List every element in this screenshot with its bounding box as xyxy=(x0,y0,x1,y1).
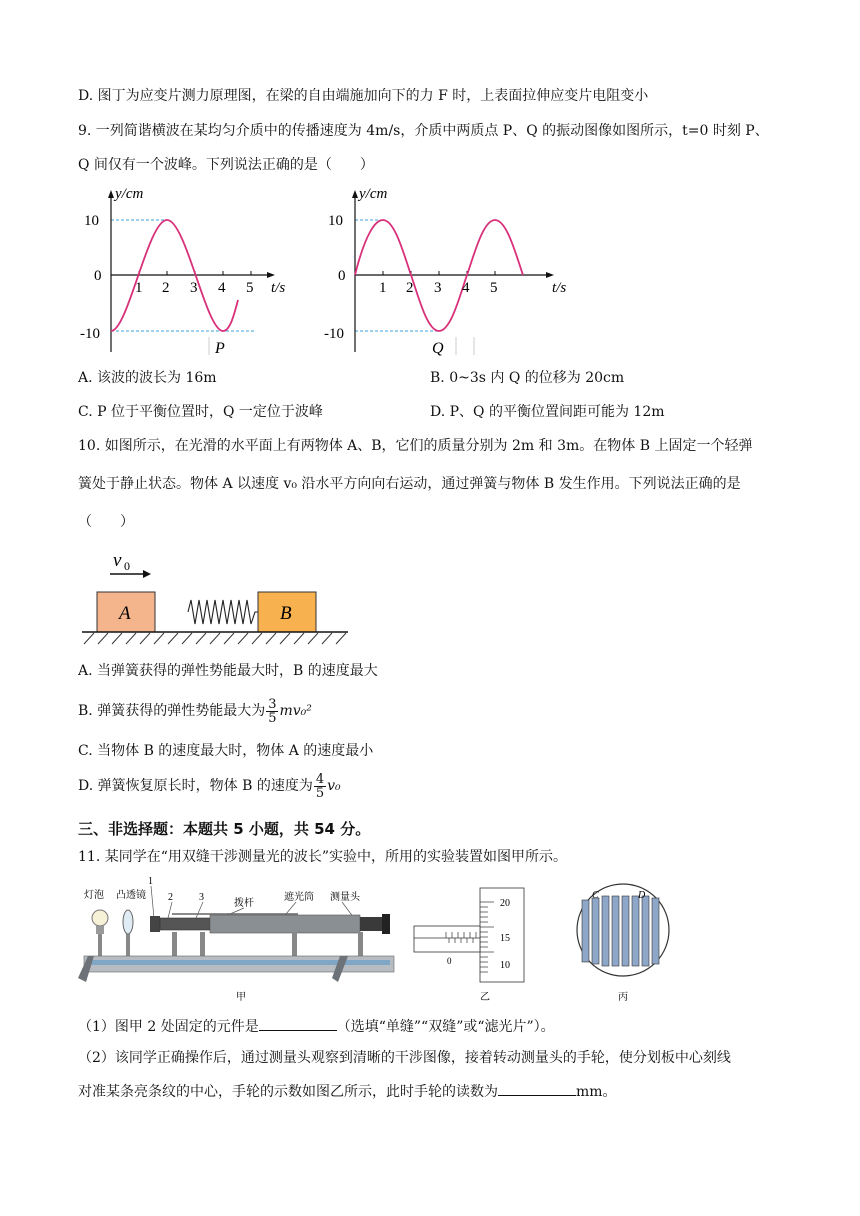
block-b-label: B xyxy=(280,603,292,624)
num-1: 1 xyxy=(148,876,153,887)
answer-blank-1[interactable] xyxy=(259,1016,337,1031)
x-tick-2-p: 2 xyxy=(162,280,170,296)
lamp-label: 灯泡 xyxy=(84,890,104,901)
q9-stem-line2: Q 间仅有一个波峰。下列说法正确的是（ ） xyxy=(78,157,374,173)
x-axis-label-p: t/s xyxy=(271,280,286,296)
q11-sub2-line2: 对准某条亮条纹的中心，手轮的示数如图乙所示，此时手轮的读数为 mm。 xyxy=(78,1081,617,1102)
drum-tick-15: 15 xyxy=(500,933,510,944)
graph-q xyxy=(322,180,582,360)
q10-stem-line2: 簧处于静止状态。物体 A 以速度 v₀ 沿水平方向向右运动，通过弹簧与物体 B 发生作用。下列说法正确的是 xyxy=(78,476,741,492)
head-label: 测量头 xyxy=(330,892,360,903)
y-tick-10-q: 10 xyxy=(328,213,343,229)
q10-option-c: C. 当物体 B 的速度最大时，物体 A 的速度最小 xyxy=(78,743,374,759)
sleeve-zero: 0 xyxy=(447,956,452,966)
velocity-subscript: 0 xyxy=(124,559,130,573)
drum-tick-10: 10 xyxy=(500,960,510,971)
q10-option-d: D. 弹簧恢复原长时，物体 B 的速度为 $\frac{4}{5}$ v₀ xyxy=(78,771,341,801)
x-tick-4-q: 4 xyxy=(462,280,470,296)
label-p: P xyxy=(215,340,225,357)
velocity-label: v xyxy=(113,550,122,571)
x-axis-label-q: t/s xyxy=(552,280,567,296)
answer-blank-2[interactable] xyxy=(498,1081,576,1096)
y-axis-label-p: y/cm xyxy=(115,186,144,202)
x-tick-1-q: 1 xyxy=(379,280,387,296)
q11-sub2-line1: （2）该同学正确操作后，通过测量头观察到清晰的干涉图像，接着转动测量头的手轮，使分划板中心刻线 xyxy=(78,1050,731,1066)
num-3: 3 xyxy=(199,892,204,903)
num-2: 2 xyxy=(168,892,173,903)
q10-stem-line3: （ ） xyxy=(78,514,134,530)
caption-bing: 丙 xyxy=(618,992,628,1003)
q10-option-b: B. 弹簧获得的弹性势能最大为 $\frac{3}{5}$ mv₀² xyxy=(78,696,312,726)
caption-jia: 甲 xyxy=(236,992,246,1003)
y-tick-neg10-p: -10 xyxy=(80,326,100,342)
x-tick-5-q: 5 xyxy=(490,280,498,296)
x-tick-4-p: 4 xyxy=(218,280,226,296)
q9-stem-line1: 9. 一列简谐横波在某均匀介质中的传播速度为 4m/s，介质中两质点 P、Q 的振动图像如图所示，t=0 时刻 P、 xyxy=(78,123,769,139)
q8-option-d: D. 图丁为应变片测力原理图，在梁的自由端施加向下的力 F 时，上表面拉伸应变片电阻变小 xyxy=(78,88,649,104)
fringe-c-label: C xyxy=(592,890,599,901)
q10-figure xyxy=(80,540,355,650)
q9-option-c: C. P 位于平衡位置时，Q 一定位于波峰 xyxy=(78,404,323,420)
x-tick-3-p: 3 xyxy=(190,280,198,296)
q9-option-b: B. 0~3s 内 Q 的位移为 20cm xyxy=(430,370,625,386)
caption-yi: 乙 xyxy=(480,992,490,1003)
lever-label: 拨杆 xyxy=(234,898,254,909)
y-tick-10-p: 10 xyxy=(84,213,99,229)
fraction-3-5: $\frac{3}{5}$ xyxy=(268,696,277,726)
x-tick-2-q: 2 xyxy=(406,280,414,296)
q11-stem: 11. 某同学在“用双缝干涉测量光的波长”实验中，所用的实验装置如图甲所示。 xyxy=(78,849,568,865)
x-tick-1-p: 1 xyxy=(135,280,143,296)
y-tick-0-q: 0 xyxy=(338,268,346,284)
lens-label: 凸透镜 xyxy=(116,890,146,901)
x-tick-3-q: 3 xyxy=(434,280,442,296)
q9-option-d: D. P、Q 的平衡位置间距可能为 12m xyxy=(430,404,665,420)
graph-p xyxy=(78,180,303,360)
tube-label: 遮光筒 xyxy=(284,892,314,903)
q10-stem-line1: 10. 如图所示，在光滑的水平面上有两物体 A、B，它们的质量分别为 2m 和 3m。在物体 B 上固定一个轻弹 xyxy=(78,438,753,454)
y-axis-label-q: y/cm xyxy=(359,186,388,202)
drum-tick-20: 20 xyxy=(500,898,510,909)
fraction-4-5: $\frac{4}{5}$ xyxy=(315,771,325,801)
y-tick-neg10-q: -10 xyxy=(324,326,344,342)
q10-option-a: A. 当弹簧获得的弹性势能最大时，B 的速度最大 xyxy=(78,663,378,679)
apparatus-figure xyxy=(76,872,406,1004)
x-tick-5-p: 5 xyxy=(246,280,254,296)
block-a-label: A xyxy=(119,603,131,624)
fringe-d-label: D xyxy=(638,890,646,901)
section-heading: 三、非选择题：本题共 5 小题，共 54 分。 xyxy=(78,820,371,838)
q9-option-a: A. 该波的波长为 16m xyxy=(78,370,217,386)
y-tick-0-p: 0 xyxy=(94,268,102,284)
q11-sub1: （1）图甲 2 处固定的元件是 （选填“单缝”“双缝”或“滤光片”）。 xyxy=(78,1016,555,1037)
label-q: Q xyxy=(432,340,444,357)
fringe-figure xyxy=(568,878,678,1004)
micrometer-figure xyxy=(410,880,540,1004)
